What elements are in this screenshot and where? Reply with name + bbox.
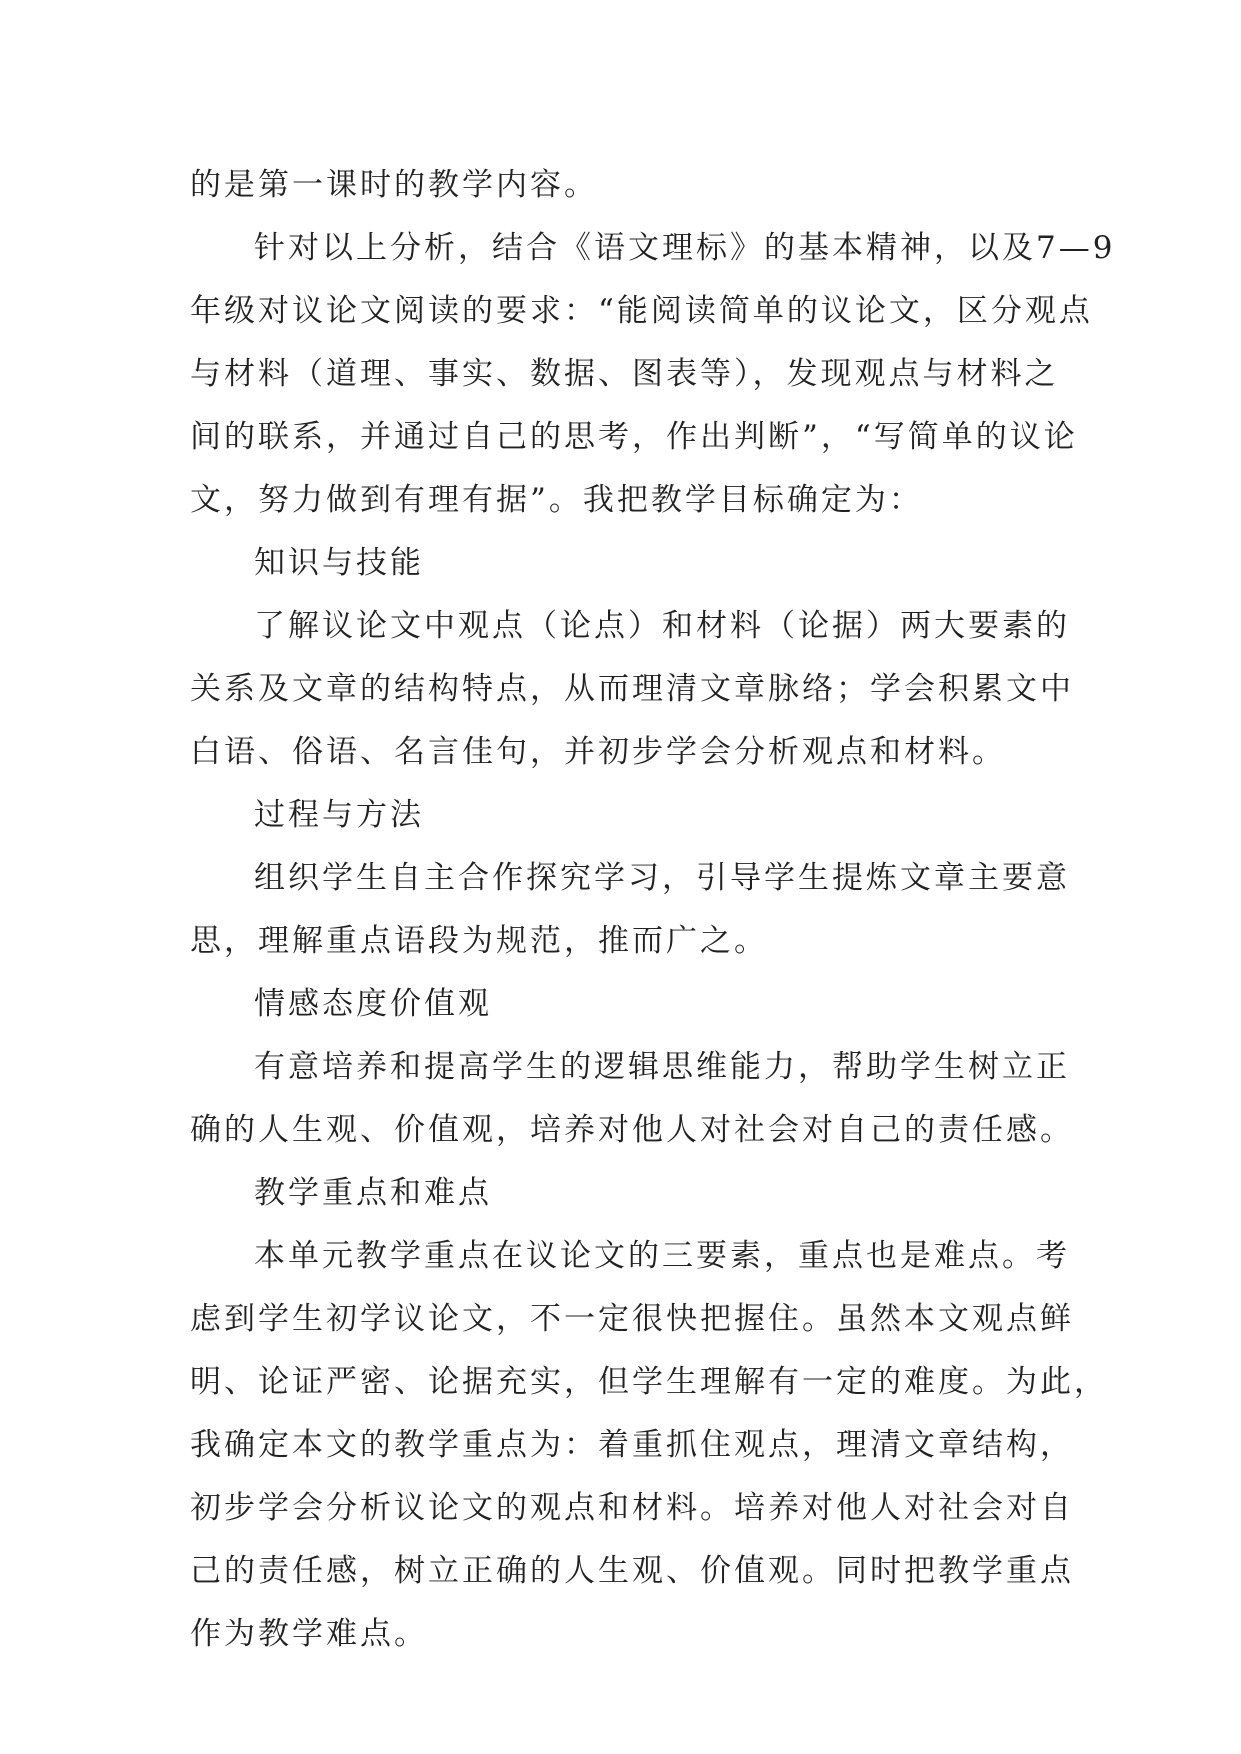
text-line-11: 组织学生自主合作探究学习，引导学生提炼文章主要意 — [254, 860, 1070, 896]
section-heading-key-difficult-points: 教学重点和难点 — [254, 1175, 492, 1211]
text-line-3: 与材料（道理、事实、数据、图表等），发现观点与材料之 — [190, 356, 1059, 392]
text-line-0: 的是第一课时的教学内容。 — [190, 167, 598, 203]
text-line-19: 明、论证严密、论据充实，但学生理解有一定的难度。为此， — [190, 1364, 1108, 1400]
text-line-20: 我确定本文的教学重点为：着重抓住观点，理清文章结构， — [190, 1427, 1074, 1463]
text-line-7: 了解议论文中观点（论点）和材料（论据）两大要素的 — [254, 608, 1070, 644]
text-line-1: 针对以上分析，结合《语文理标》的基本精神，以及7—9 — [254, 230, 1116, 266]
text-line-23: 作为教学难点。 — [190, 1616, 428, 1652]
text-line-21: 初步学会分析议论文的观点和材料。培养对他人对社会对自 — [190, 1490, 1074, 1526]
text-line-8: 关系及文章的结构特点，从而理清文章脉络；学会积累文中 — [190, 671, 1074, 707]
section-heading-emotion-values: 情感态度价值观 — [254, 986, 492, 1022]
text-line-4: 间的联系，并通过自己的思考，作出判断”，“写简单的议论 — [190, 419, 1078, 455]
text-line-18: 虑到学生初学议论文，不一定很快把握住。虽然本文观点鲜 — [190, 1301, 1074, 1337]
text-line-9: 白语、俗语、名言佳句，并初步学会分析观点和材料。 — [190, 734, 1006, 770]
section-heading-process-method: 过程与方法 — [254, 797, 424, 833]
document-body — [190, 154, 1116, 1666]
section-heading-knowledge-skills: 知识与技能 — [254, 545, 424, 581]
text-line-14: 有意培养和提高学生的逻辑思维能力，帮助学生树立正 — [254, 1049, 1070, 1085]
text-line-2: 年级对议论文阅读的要求：“能阅读简单的议论文，区分观点 — [190, 293, 1093, 329]
text-line-12: 思，理解重点语段为规范，推而广之。 — [190, 923, 768, 959]
text-line-22: 己的责任感，树立正确的人生观、价值观。同时把教学重点 — [190, 1553, 1074, 1589]
text-line-5: 文，努力做到有理有据”。我把教学目标确定为： — [190, 482, 923, 518]
text-line-15: 确的人生观、价值观，培养对他人对社会对自己的责任感。 — [190, 1112, 1074, 1148]
text-line-17: 本单元教学重点在议论文的三要素，重点也是难点。考 — [254, 1238, 1070, 1274]
